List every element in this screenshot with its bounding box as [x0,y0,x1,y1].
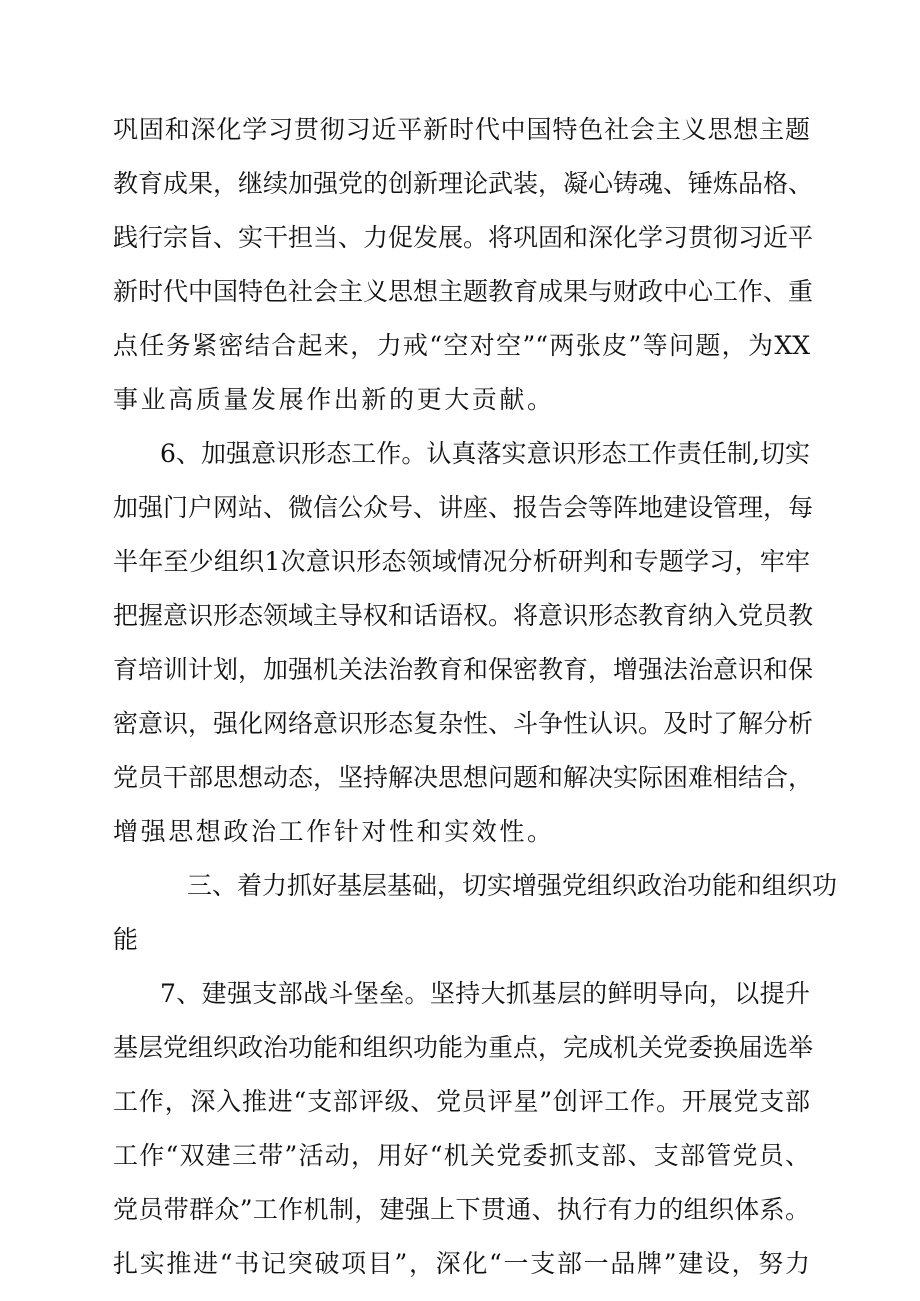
text-line: 育培训计划，加强机关法治教育和保密教育，增强法治意识和保 [113,655,814,684]
text-line: 扎实推进“书记突破项目”，深化“一支部一品牌”建设，努力 [113,1249,810,1278]
text-line: 基层党组织政治功能和组织功能为重点，完成机关党委换届选举 [113,1033,814,1062]
section-heading-3: 三、着力抓好基层基础，切实增强党组织政治功能和组织功 [187,871,838,900]
section-heading-3-cont: 能 [113,925,141,954]
text-line: 教育成果，继续加强党的创新理论武装，凝心铸魂、锤炼品格、 [113,169,814,198]
text-line: 把握意识形态领域主导权和话语权。将意识形态教育纳入党员教 [113,601,814,630]
text-line: 事业高质量发展作出新的更大贡献。 [113,385,555,414]
text-line: 密意识，强化网络意识形态复杂性、斗争性认识。及时了解分析 [113,709,814,738]
text-line: 巩固和深化学习贯彻习近平新时代中国特色社会主义思想主题 [113,115,810,144]
text-line: 点任务紧密结合起来，力戒“空对空”“两张皮”等问题，为XX [113,331,810,360]
text-line: 党员带群众”工作机制，建强上下贯通、执行有力的组织体系。 [113,1195,810,1224]
text-line: 增强思想政治工作针对性和实效性。 [113,817,555,846]
section-heading-6: 6、加强意识形态工作。认真落实意识形态工作责任制,切实 [160,439,810,468]
text-line: 党员干部思想动态，坚持解决思想问题和解决实际困难相结合， [113,763,814,792]
text-line: 工作“双建三带”活动，用好“机关党委抓支部、支部管党员、 [113,1141,810,1170]
text-line: 加强门户网站、微信公众号、讲座、报告会等阵地建设管理，每 [113,493,814,522]
text-line: 践行宗旨、实干担当、力促发展。将巩固和深化学习贯彻习近平 [113,223,814,252]
section-heading-7: 7、建强支部战斗堡垒。坚持大抓基层的鲜明导向，以提升 [160,979,810,1008]
text-line: 半年至少组织1次意识形态领域情况分析研判和专题学习，牢牢 [113,547,810,576]
text-line: 新时代中国特色社会主义思想主题教育成果与财政中心工作、重 [113,277,814,306]
text-line: 工作，深入推进“支部评级、党员评星”创评工作。开展党支部 [113,1087,810,1116]
